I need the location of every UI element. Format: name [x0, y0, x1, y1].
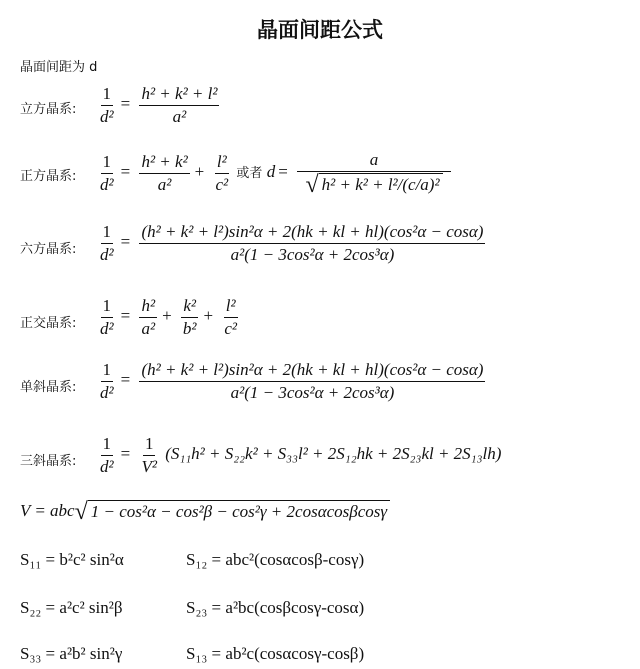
hex-numerator: (h² + k² + l²)sin²α + 2(hk + kl + hl)(cos²α − cosα)	[139, 222, 485, 244]
tetra-alt-radicand: h² + k² + l²/(c/a)²	[319, 173, 443, 197]
volume-radicand: 1 − cos²α − cos²β − cos²γ + 2cosαcosβcosγ	[88, 500, 390, 524]
formula-s12: S₁₂ = abc²(cosαcosβ-cosγ)	[186, 550, 365, 569]
label-hexagonal: 六方晶系:	[20, 242, 77, 257]
formula-s23: S₂₃ = a²bc(cosβcosγ-cosα)	[186, 598, 365, 617]
formula-cubic: $\frac{1}{\text{d²}}$ = $\frac{\text{h² + k² + l²}}{\text{a²}}$	[100, 84, 218, 126]
cubic-denominator: a²	[172, 106, 187, 126]
tetra-den-1: a²	[157, 174, 172, 194]
formula-volume: V = abc √ 1 − cos²α − cos²β − cos²γ + 2cosαcosβcosγ	[20, 500, 390, 524]
formula-tetragonal: $\frac{1}{\text{d²}}$ = $\frac{\text{h² + k²}}{\text{a²}}$ + $\frac{\text{l²}}{\text{c²}}$ 或者 d = a √ h² + k² + l²/(c/a)²	[96, 150, 453, 197]
ortho-den-2: b²	[182, 318, 197, 338]
label-monoclinic: 单斜晶系:	[20, 380, 77, 395]
formula-s33: S₃₃ = a²b² sin²γ	[20, 644, 123, 663]
tri-sum: (S₁₁h² + S₂₂k² + S₃₃l² + 2S₁₂hk + 2S₂₃kl + 2S₁₃lh)	[165, 443, 502, 463]
volume-lhs: V = abc	[20, 500, 75, 520]
tetra-alt-numerator: a	[297, 150, 451, 172]
label-cubic: 立方晶系:	[20, 102, 77, 117]
ortho-den-1: a²	[141, 318, 156, 338]
formula-orthorhombic: $\frac{1}{\text{d²}}$ = $\frac{\text{h²}}{\text{a²}}$ + $\frac{\text{k²}}{\text{b²}}$ + $\frac{\text{l²}}{\text{c²}}$	[100, 296, 238, 338]
formula-s11: S₁₁ = b²c² sin²α	[20, 550, 124, 569]
intro-text: 晶面间距为 d	[20, 60, 98, 75]
tetra-den-2: c²	[215, 174, 229, 194]
ortho-den-3: c²	[224, 318, 238, 338]
ortho-num-2: k²	[181, 296, 198, 318]
formula-monoclinic: $\frac{1}{\text{d²}}$ = $\frac{\text{(h² + k² + l²)sin²α + 2(hk + kl + hl)(cos²α − cosα)}}{\text{a²(1 − 3cos²α + 2cos³α)}}$	[100, 360, 484, 402]
tri-denominator: V²	[141, 456, 157, 476]
tetra-num-2: l²	[215, 152, 229, 174]
formula-triclinic: $\frac{1}{\text{d²}}$ = $\frac{1}{\text{V²}}$ (S₁₁h² + S₂₂k² + S₃₃l² + 2S₁₂hk + 2S₂₃kl + 2S₁₃lh)	[100, 434, 502, 476]
mono-numerator: (h² + k² + l²)sin²α + 2(hk + kl + hl)(cos²α − cosα)	[139, 360, 485, 382]
formula-s13: S₁₃ = ab²c(cosαcosγ-cosβ)	[186, 644, 365, 663]
cubic-numerator: h² + k² + l²	[139, 84, 219, 106]
ortho-num-3: l²	[224, 296, 238, 318]
label-orthorhombic: 正交晶系:	[20, 316, 77, 331]
hex-denominator: a²(1 − 3cos²α + 2cos³α)	[230, 244, 395, 264]
or-text: 或者	[236, 166, 263, 182]
formula-s22: S₂₂ = a²c² sin²β	[20, 598, 123, 617]
mono-denominator: a²(1 − 3cos²α + 2cos³α)	[230, 382, 395, 402]
ortho-num-1: h²	[139, 296, 157, 318]
label-triclinic: 三斜晶系:	[20, 454, 77, 469]
page-title: 晶面间距公式	[257, 18, 383, 42]
tetra-num-1: h² + k²	[139, 152, 189, 174]
label-tetragonal: 正方晶系:	[20, 169, 77, 184]
formula-hexagonal: $\frac{1}{\text{d²}}$ = $\frac{\text{(h² + k² + l²)sin²α + 2(hk + kl + hl)(cos²α − cosα)}}{\text{a²(1 − 3cos²α + 2cos³α)}}$	[100, 222, 484, 264]
